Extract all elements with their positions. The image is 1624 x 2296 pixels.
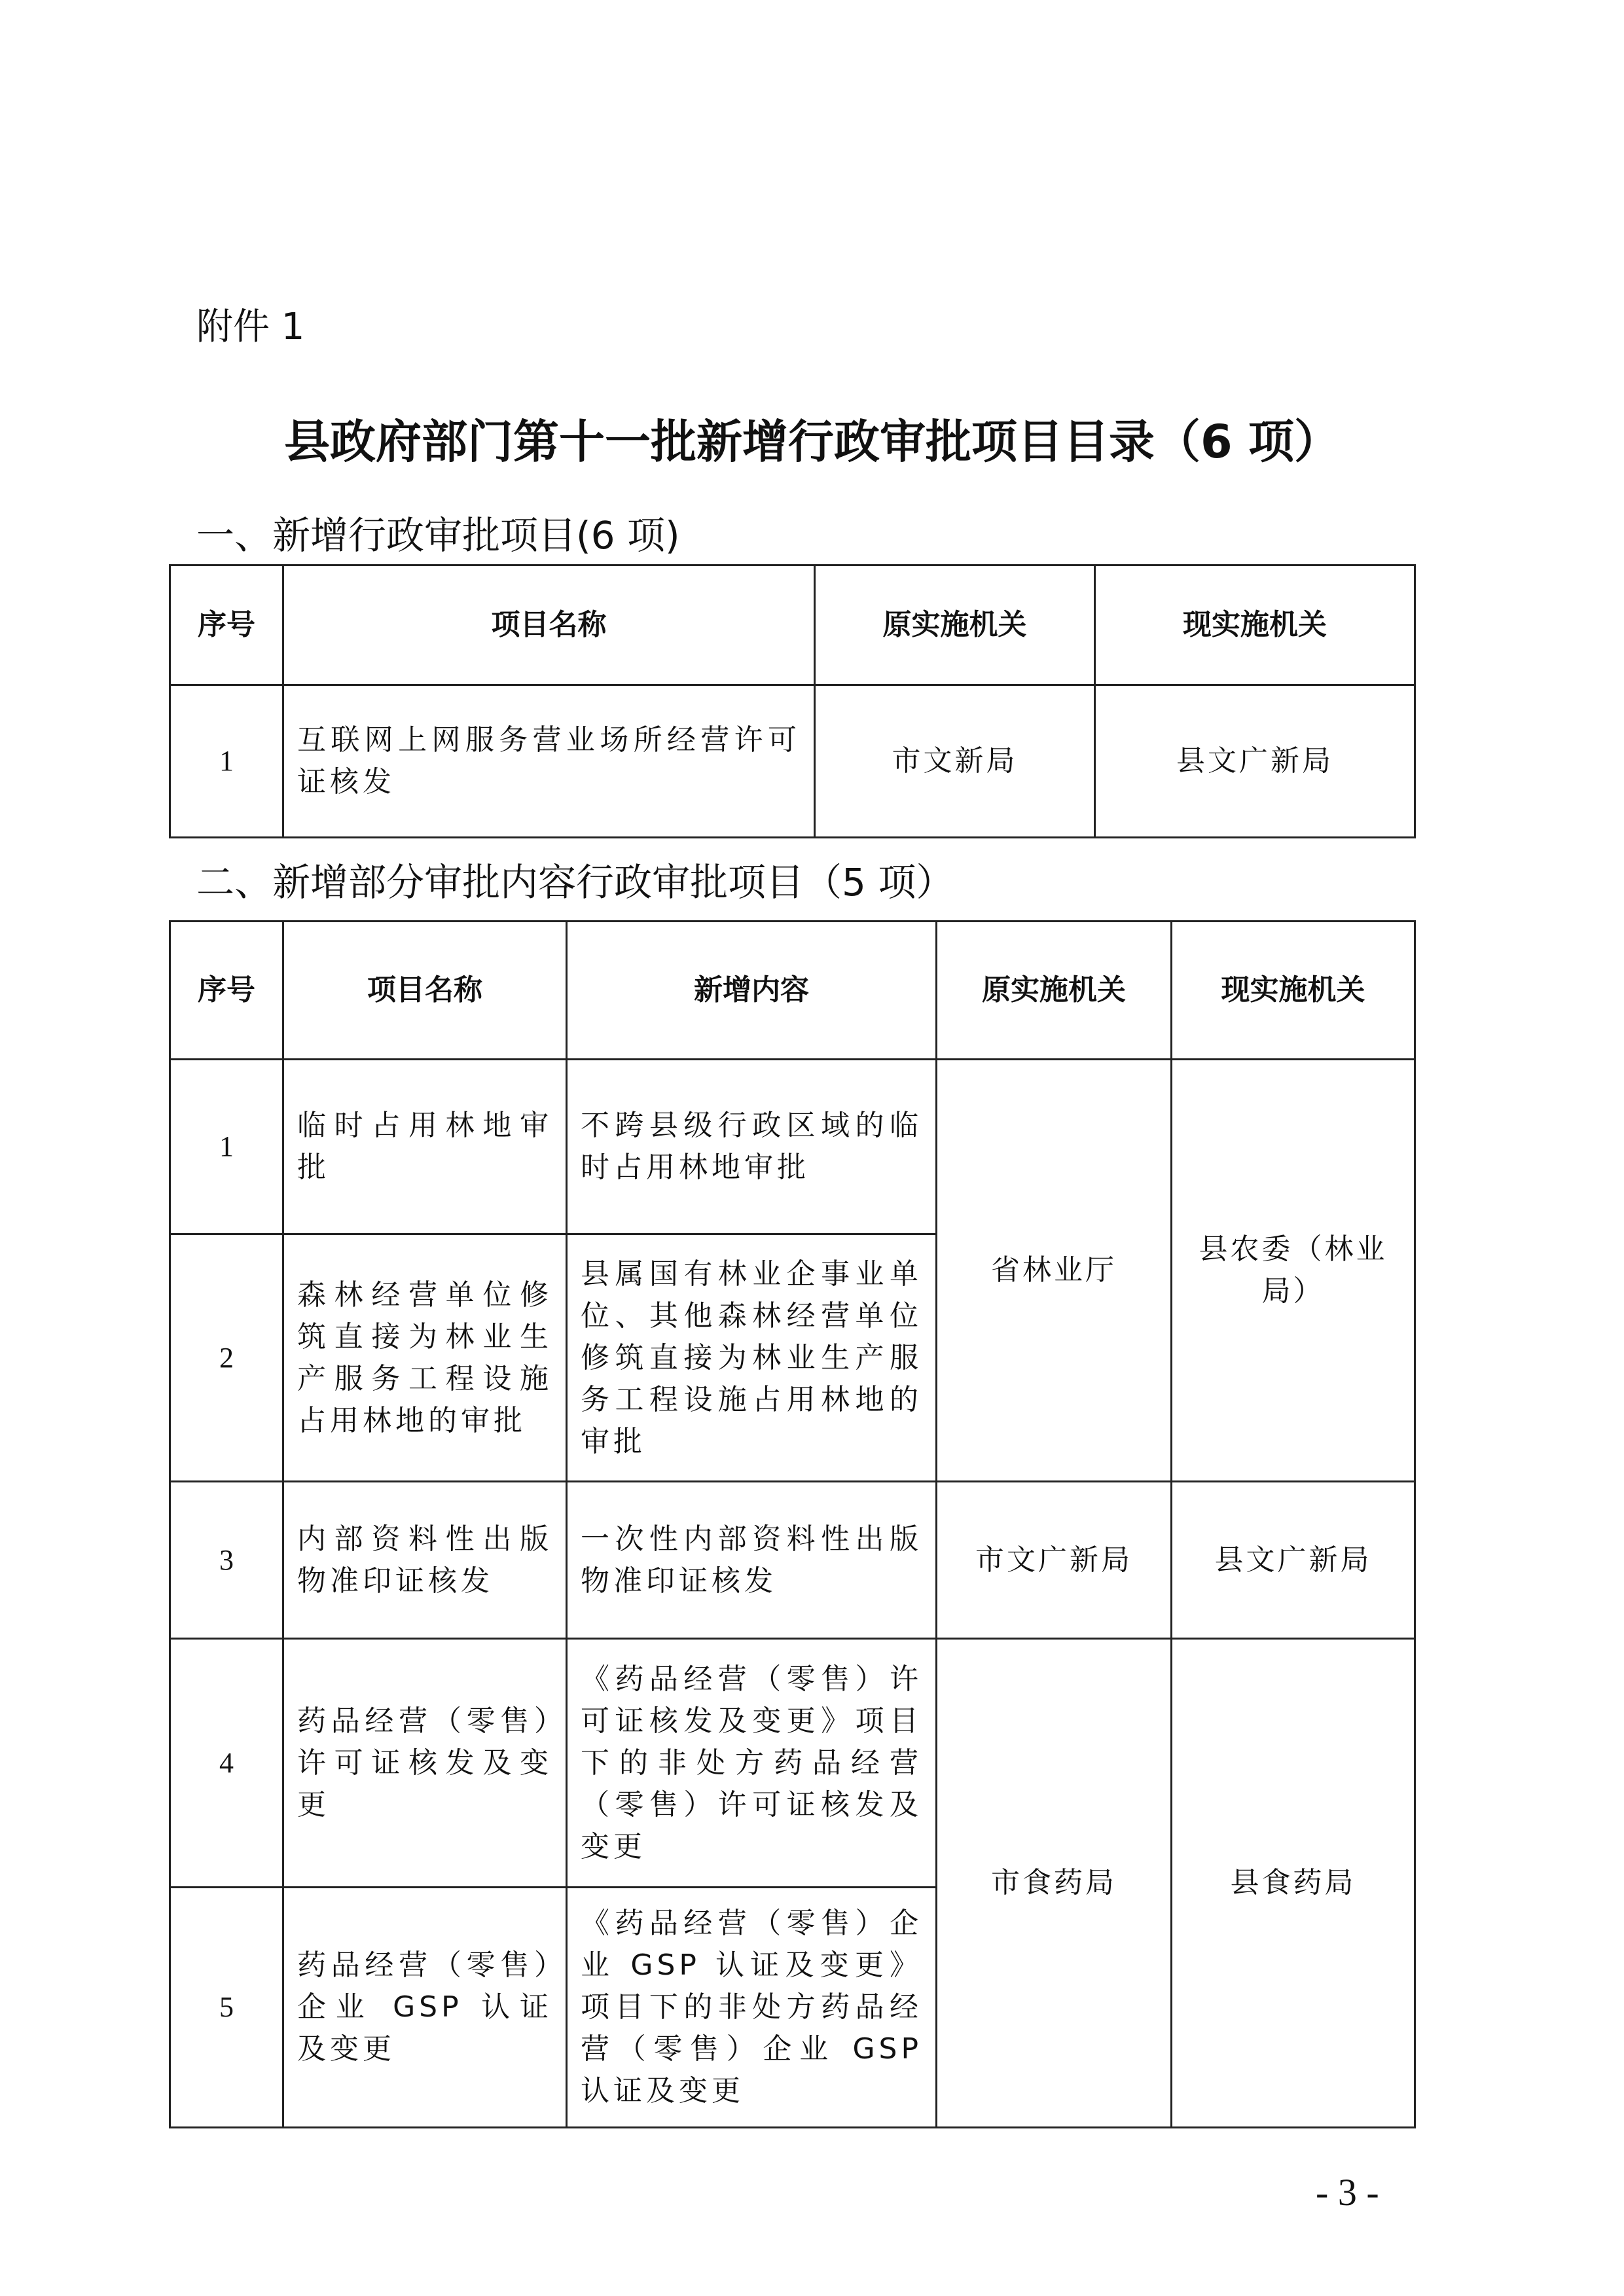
row-name: 互联网上网服务营业场所经营许可证核发 — [283, 685, 815, 838]
orig-agency-forestry: 省林业厅 — [937, 1060, 1172, 1482]
row-content: 一次性内部资料性出版物准印证核发 — [567, 1482, 937, 1639]
table-row — [170, 1482, 1415, 1639]
header-no: 序号 — [170, 565, 283, 685]
header-name: 项目名称 — [283, 922, 567, 1060]
row-content: 《药品经营（零售）企业 GSP 认证及变更》项目下的非处方药品经营（零售）企业 GSP 认证及变更 — [567, 1888, 937, 2128]
row-orig-agency: 市文新局 — [815, 685, 1095, 838]
row-no: 1 — [170, 685, 283, 838]
page-number: - 3 - — [1316, 2171, 1379, 2214]
row-content: 《药品经营（零售）许可证核发及变更》项目下的非处方药品经营（零售）许可证核发及变更 — [567, 1639, 937, 1888]
row-no: 3 — [170, 1482, 283, 1639]
row-no: 4 — [170, 1639, 283, 1888]
row-no: 1 — [170, 1060, 283, 1234]
section2-table — [169, 920, 1416, 2128]
header-curr-agency: 现实施机关 — [1095, 565, 1415, 685]
row-content: 县属国有林业企事业单位、其他森林经营单位修筑直接为林业生产服务工程设施占用林地的审批 — [567, 1234, 937, 1482]
curr-agency-publishing: 县文广新局 — [1172, 1482, 1415, 1639]
row-name: 药品经营（零售）企业 GSP 认证及变更 — [283, 1888, 567, 2128]
table-row — [170, 1060, 1415, 1234]
row-no: 2 — [170, 1234, 283, 1482]
document-title: 县政府部门第十一批新增行政审批项目目录（6 项） — [283, 415, 1341, 469]
table-row — [170, 685, 1415, 838]
header-orig-agency: 原实施机关 — [815, 565, 1095, 685]
section1-heading: 一、新增行政审批项目(6 项) — [196, 513, 680, 558]
row-name: 临时占用林地审批 — [283, 1060, 567, 1234]
row-curr-agency: 县文广新局 — [1095, 685, 1415, 838]
header-no: 序号 — [170, 922, 283, 1060]
orig-agency-publishing: 市文广新局 — [937, 1482, 1172, 1639]
header-curr-agency: 现实施机关 — [1172, 922, 1415, 1060]
table-header-row — [170, 565, 1415, 685]
row-name: 药品经营（零售）许可证核发及变更 — [283, 1639, 567, 1888]
curr-agency-drug: 县食药局 — [1172, 1639, 1415, 2128]
section1-table — [169, 564, 1416, 838]
orig-agency-drug: 市食药局 — [937, 1639, 1172, 2128]
header-content: 新增内容 — [567, 922, 937, 1060]
header-orig-agency: 原实施机关 — [937, 922, 1172, 1060]
row-no: 5 — [170, 1888, 283, 2128]
section2-heading: 二、新增部分审批内容行政审批项目（5 项） — [196, 860, 954, 905]
attachment-label: 附件 1 — [196, 306, 305, 348]
header-name: 项目名称 — [283, 565, 815, 685]
curr-agency-forestry: 县农委（林业局） — [1172, 1060, 1415, 1482]
row-name: 森林经营单位修筑直接为林业生产服务工程设施占用林地的审批 — [283, 1234, 567, 1482]
row-content: 不跨县级行政区域的临时占用林地审批 — [567, 1060, 937, 1234]
row-name: 内部资料性出版物准印证核发 — [283, 1482, 567, 1639]
table-row — [170, 1639, 1415, 1888]
table-header-row — [170, 922, 1415, 1060]
